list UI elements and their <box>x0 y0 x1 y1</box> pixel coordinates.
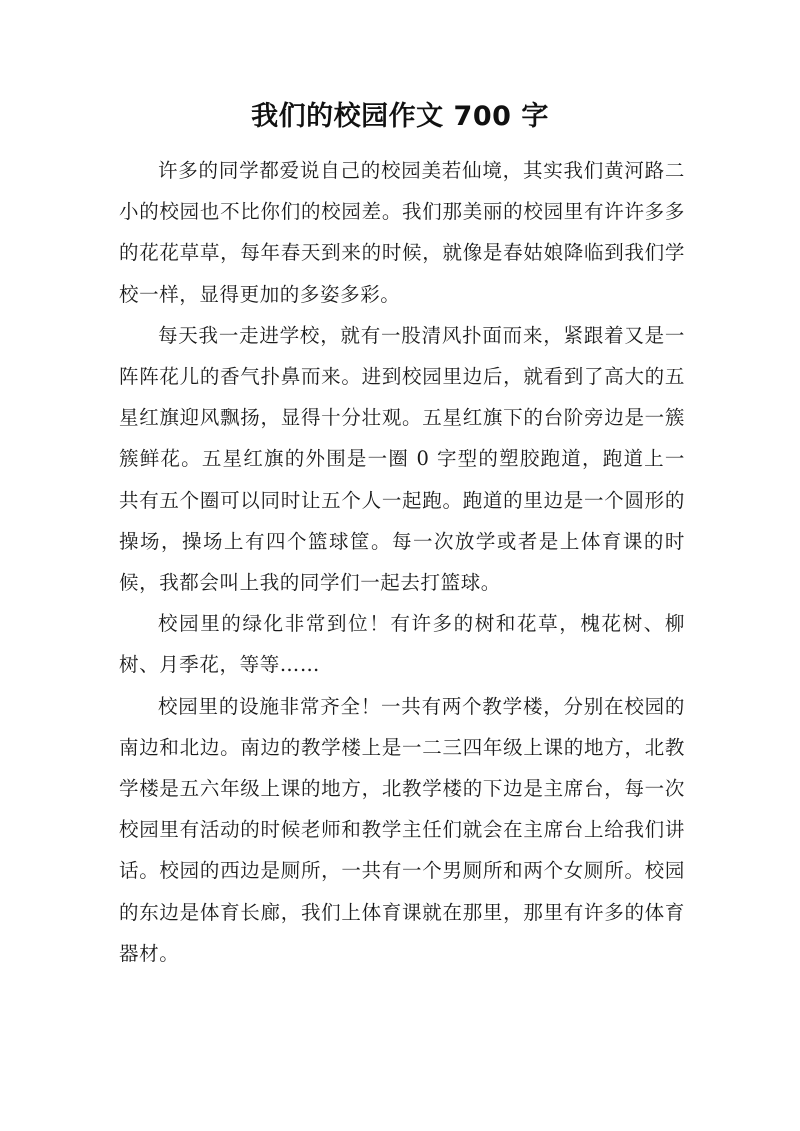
paragraph-3: 校园里的绿化非常到位！有许多的树和花草，槐花树、柳树、月季花，等等…… <box>119 612 685 677</box>
page-title: 我们的校园作文 700 字 <box>251 101 549 132</box>
essay-body <box>119 150 685 974</box>
paragraph-2: 每天我一走进学校，就有一股清风扑面而来，紧跟着又是一阵阵花儿的香气扑鼻而来。进到校园里边后，就看到了高大的五星红旗迎风飘扬，显得十分壮观。五星红旗下的台阶旁边是一簇簇鲜花。五星红旗的外围是一圈 0 字型的塑胶跑道，跑道上一共有五个圈可以同时让五个人一起跑。跑道的里边是一个圆形的操场，操场上有四个篮球筐。每一次放学或者是上体育课的时候，我都会叫上我的同学们一起去打篮球。 <box>119 323 685 595</box>
paragraph-1: 许多的同学都爱说自己的校园美若仙境，其实我们黄河路二小的校园也不比你们的校园差。我们那美丽的校园里有许许多多的花花草草，每年春天到来的时候，就像是春姑娘降临到我们学校一样，显得更加的多姿多彩。 <box>119 159 685 306</box>
paragraph-4: 校园里的设施非常齐全！一共有两个教学楼，分别在校园的南边和北边。南边的教学楼上是一二三四年级上课的地方，北教学楼是五六年级上课的地方，北教学楼的下边是主席台，每一次校园里有活动的时候老师和教学主任们就会在主席台上给我们讲话。校园的西边是厕所，一共有一个男厕所和两个女厕所。校园的东边是体育长廊，我们上体育课就在那里，那里有许多的体育器材。 <box>119 694 685 965</box>
